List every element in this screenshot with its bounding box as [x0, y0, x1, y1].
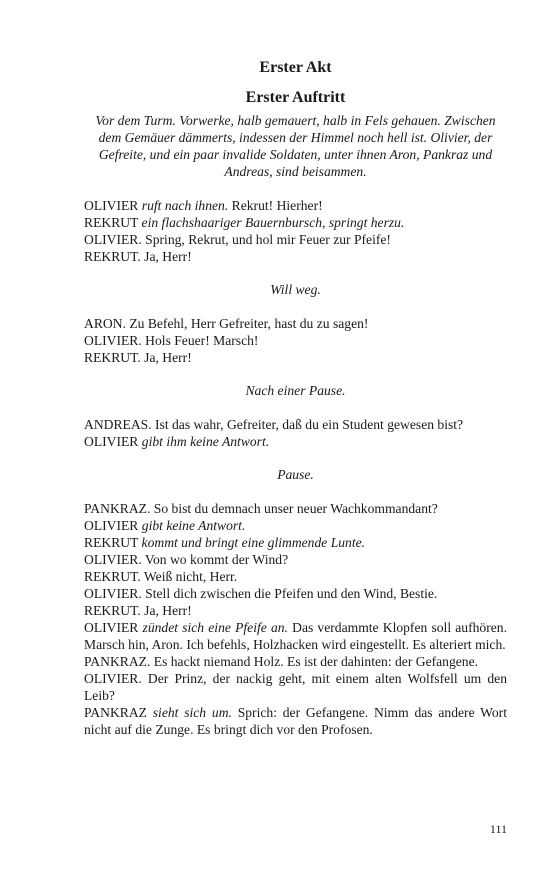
dialogue-line	[84, 670, 507, 704]
scene-title: Erster Auftritt	[245, 89, 346, 106]
stage-direction-2: Nach einer Pause.	[245, 383, 346, 398]
speaker-name: PANKRAZ.	[84, 501, 151, 516]
dialogue-line	[84, 568, 507, 585]
speaker-name: OLIVIER.	[84, 552, 142, 567]
dialogue-line	[84, 416, 507, 433]
stage-direction-1: Will weg.	[270, 282, 321, 297]
spoken-text: Spring, Rekrut, und hol mir Feuer zur Pfeife!	[145, 232, 391, 247]
speaker-name: OLIVIER	[84, 434, 139, 449]
intro-stage-direction: Vor dem Turm. Vorwerke, halb gemauert, halb in Fels gehauen. Zwischen dem Gemäuer dämmerts, indessen der Himmel noch hell ist. Olivier, der Gefreite, und ein paar invalide Soldaten, unter ihnen Aron, Pankraz und Andreas, sind beisammen.	[95, 113, 496, 179]
spoken-text: Sprich: der Gefangene. Nimm das andere Wort nicht auf die Zunge. Es bringt dich vor den Profosen.	[84, 705, 507, 737]
dialogue-line	[84, 534, 507, 551]
speaker-name: OLIVIER.	[84, 232, 142, 247]
dialogue-line	[84, 214, 507, 231]
dialogue-line	[84, 332, 507, 349]
spoken-text: Es hackt niemand Holz. Es ist der dahinten: der Gefangene.	[153, 654, 479, 669]
speaker-name: REKRUT	[84, 215, 139, 230]
dialogue-line	[84, 704, 507, 738]
speaker-name: REKRUT.	[84, 350, 141, 365]
dialogue-line	[84, 315, 507, 332]
speaker-name: OLIVIER	[84, 620, 139, 635]
dialogue-line	[84, 248, 507, 265]
inline-stage-direction: gibt ihm keine Antwort.	[141, 434, 270, 449]
speaker-name: REKRUT.	[84, 249, 141, 264]
spoken-text: So bist du demnach unser neuer Wachkommandant?	[153, 501, 438, 516]
dialogue-line	[84, 433, 507, 450]
dialogue-line	[84, 197, 507, 214]
spoken-text: Weiß nicht, Herr.	[143, 569, 238, 584]
speaker-name: ARON.	[84, 316, 126, 331]
inline-stage-direction: gibt keine Antwort.	[141, 518, 246, 533]
dialogue-line	[84, 349, 507, 366]
speaker-name: REKRUT	[84, 535, 139, 550]
spoken-text: Der Prinz, der nackig geht, mit einem alten Wolfsfell um den Leib?	[84, 671, 507, 703]
spoken-text: Stell dich zwischen die Pfeifen und den Wind, Bestie.	[145, 586, 438, 601]
spoken-text: Ja, Herr!	[144, 249, 192, 264]
speaker-name: REKRUT.	[84, 569, 141, 584]
speaker-name: PANKRAZ.	[84, 654, 151, 669]
speaker-name: OLIVIER	[84, 198, 139, 213]
dialogue-line	[84, 231, 507, 248]
dialogue-line	[84, 653, 507, 670]
dialogue-line	[84, 585, 507, 602]
dialogue-block-3	[84, 416, 507, 450]
speaker-name: ANDREAS.	[84, 417, 152, 432]
spoken-text: Ja, Herr!	[144, 603, 192, 618]
speaker-name: OLIVIER	[84, 518, 139, 533]
spoken-text: Zu Befehl, Herr Gefreiter, hast du zu sagen!	[129, 316, 369, 331]
dialogue-line	[84, 551, 507, 568]
act-title: Erster Akt	[259, 59, 332, 76]
dialogue-line	[84, 602, 507, 619]
spoken-text: Rekrut! Hierher!	[231, 198, 323, 213]
stage-direction-3: Pause.	[277, 467, 314, 482]
inline-stage-direction: kommt und bringt eine glimmende Lunte.	[141, 535, 366, 550]
speaker-name: OLIVIER.	[84, 586, 142, 601]
spoken-text: Hols Feuer! Marsch!	[145, 333, 259, 348]
inline-stage-direction: ein flachshaariger Bauernbursch, springt herzu.	[141, 215, 405, 230]
speaker-name: OLIVIER.	[84, 671, 142, 686]
spoken-text: Ist das wahr, Gefreiter, daß du ein Student gewesen bist?	[155, 417, 464, 432]
speaker-name: PANKRAZ	[84, 705, 147, 720]
play-page	[84, 58, 507, 738]
speaker-name: REKRUT.	[84, 603, 141, 618]
spoken-text: Ja, Herr!	[144, 350, 192, 365]
dialogue-block-4	[84, 500, 507, 738]
inline-stage-direction: ruft nach ihnen.	[141, 198, 229, 213]
inline-stage-direction: zündet sich eine Pfeife an.	[142, 620, 288, 635]
inline-stage-direction: sieht sich um.	[152, 705, 232, 720]
dialogue-block-2	[84, 315, 507, 366]
page-number: 111	[489, 822, 507, 836]
speaker-name: OLIVIER.	[84, 333, 142, 348]
spoken-text: Das verdammte Klopfen soll aufhören. Marsch hin, Aron. Ich befehls, Holzhacken wird eingestellt. Es alteriert mich.	[84, 620, 507, 652]
spoken-text: Von wo kommt der Wind?	[144, 552, 289, 567]
dialogue-block-1	[84, 197, 507, 265]
dialogue-line	[84, 500, 507, 517]
dialogue-line	[84, 517, 507, 534]
dialogue-line	[84, 619, 507, 653]
